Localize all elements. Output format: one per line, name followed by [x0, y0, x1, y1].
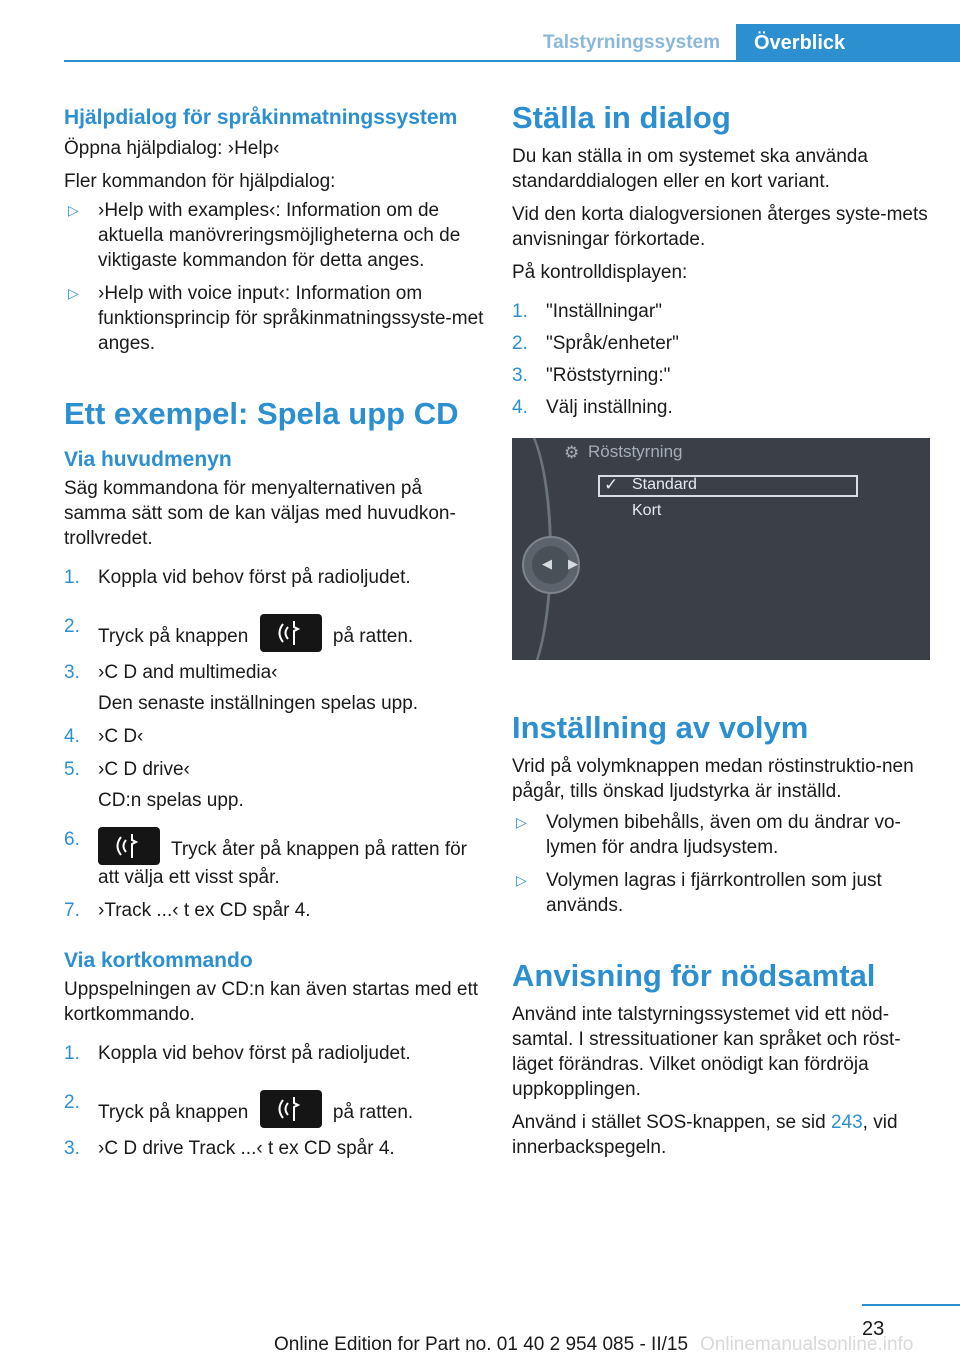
- dialog-paragraph: På kontrolldisplayen:: [512, 262, 688, 283]
- display-screenshot: [512, 438, 930, 660]
- step-text-post: på ratten.: [332, 1102, 414, 1123]
- list-item: [512, 868, 930, 918]
- step-text-post: på ratten.: [332, 626, 414, 647]
- list-item-text: Volymen lagras i fjärrkontrollen som just används.: [546, 870, 882, 916]
- page-number: 23: [862, 1318, 885, 1340]
- volume-list: [512, 810, 930, 918]
- step-number: 2.: [64, 616, 80, 637]
- list-item: [512, 299, 930, 324]
- list-item: [512, 331, 930, 356]
- volume-intro: Vrid på volymknappen medan röstinstruktio‐nen pågår, tills önskad ljudstyrka är inställd.: [512, 756, 914, 802]
- right-column: [512, 100, 930, 1168]
- list-item: [64, 827, 484, 890]
- watermark: Onlinemanualsonline.info: [700, 1334, 914, 1355]
- list-item: [64, 198, 484, 273]
- emergency-text: Använd i stället SOS-knappen, se sid: [512, 1112, 826, 1133]
- step-number: 3.: [64, 1138, 80, 1159]
- step-text: Tryck åter på knappen på ratten för att välja ett visst spår.: [98, 839, 468, 888]
- step-text: ›C D and multimedia‹: [98, 662, 278, 683]
- short-heading: Via kortkommando: [64, 949, 253, 972]
- step-text: Tryck på knappen: [98, 1102, 249, 1123]
- short-intro: Uppspelningen av CD:n kan även startas med ett kortkommando.: [64, 979, 479, 1025]
- list-item: [512, 363, 930, 388]
- dialog-paragraph: Vid den korta dialogversionen återges syste‐mets anvisningar förkortade.: [512, 204, 928, 250]
- page-number-rule: [862, 1304, 960, 1306]
- list-item: [64, 614, 484, 652]
- triangle-bullet-icon: ▷: [516, 872, 527, 888]
- triangle-bullet-icon: ▷: [68, 285, 79, 301]
- footer-edition: Online Edition for Part no. 01 40 2 954 085 - II/15: [273, 1334, 689, 1355]
- example-heading: Ett exempel: Spela upp CD: [64, 396, 459, 431]
- step-text: ›Track ...‹ t ex CD spår 4.: [98, 900, 311, 921]
- emergency-text-post: , vid innerbackspegeln.: [512, 1112, 898, 1158]
- step-number: 5.: [64, 759, 80, 780]
- dialog-heading: Ställa in dialog: [512, 100, 731, 135]
- header-tab-overview: Överblick: [736, 24, 960, 62]
- step-number: 1.: [64, 567, 80, 588]
- list-item: [64, 565, 484, 590]
- dialog-paragraph: Du kan ställa in om systemet ska använda standarddialogen eller en kort variant.: [512, 146, 868, 192]
- voice-button-icon: [260, 614, 322, 652]
- list-item: [64, 660, 484, 716]
- list-item: [64, 757, 484, 813]
- step-text: ›C D drive Track ...‹ t ex CD spår 4.: [98, 1138, 395, 1159]
- arrow-left-icon: ◀: [542, 556, 552, 571]
- list-item: [64, 1041, 484, 1066]
- volume-heading: Inställning av volym: [512, 710, 809, 745]
- list-item: [64, 724, 484, 749]
- step-text: Tryck på knappen: [98, 626, 249, 647]
- menu-steps: [64, 565, 484, 923]
- list-item: [64, 898, 484, 923]
- step-number: 6.: [64, 829, 80, 850]
- step-text: "Språk/enheter": [546, 333, 679, 354]
- emergency-heading: Anvisning för nödsamtal: [512, 958, 876, 993]
- list-item: [512, 395, 930, 420]
- step-number: 7.: [64, 900, 80, 921]
- list-item-text: ›Help with voice input‹: Information om funktionsprincip för språkinmatningssyste‐met anges.: [98, 283, 484, 354]
- step-text: ›C D drive‹: [98, 759, 190, 780]
- menu-heading: Via huvudmenyn: [64, 448, 232, 471]
- help-heading: Hjälpdialog för språkinmatningssystem: [64, 106, 458, 129]
- menu-intro: Säg kommandona för menyalternativen på samma sätt som de kan väljas med huvudkon‐trollvredet.: [64, 478, 456, 549]
- page-link[interactable]: 243: [830, 1112, 863, 1133]
- list-item-text: ›Help with examples‹: Information om de aktuella manövreringsmöjligheterna och de viktigaste kommandon för detta anges.: [98, 200, 461, 271]
- step-number: 3.: [512, 365, 528, 386]
- step-number: 2.: [64, 1092, 80, 1113]
- step-text: "Inställningar": [546, 301, 662, 322]
- voice-button-icon: [98, 827, 160, 865]
- arrow-right-icon: ▶: [568, 556, 578, 571]
- step-text: Koppla vid behov först på radioljudet.: [98, 567, 411, 588]
- emergency-paragraph: Använd inte talstyrningssystemet vid ett nöd‐samtal. I stressituationer kan språket och röst‐läget förändras. Vilket onödigt kan fördröja uppkopplingen.: [512, 1004, 901, 1100]
- header-section-title: Talstyrningssystem: [542, 32, 720, 53]
- list-item: [64, 1090, 484, 1128]
- emergency-paragraph: [512, 1110, 930, 1160]
- header-rule: [64, 60, 960, 62]
- step-number: 4.: [64, 726, 80, 747]
- step-text: Välj inställning.: [546, 397, 673, 418]
- list-item-text: Volymen bibehålls, även om du ändrar vo‐lymen för andra ljudsystem.: [546, 812, 901, 858]
- triangle-bullet-icon: ▷: [516, 814, 527, 830]
- list-item: [512, 810, 930, 860]
- step-text: Koppla vid behov först på radioljudet.: [98, 1043, 411, 1064]
- step-number: 3.: [64, 662, 80, 683]
- gear-icon: ⚙: [564, 443, 580, 462]
- step-subtext: Den senaste inställningen spelas upp.: [98, 693, 419, 714]
- step-number: 1.: [64, 1043, 80, 1064]
- help-open-text: Öppna hjälpdialog: ›Help‹: [64, 138, 280, 159]
- left-column: [64, 100, 484, 1161]
- step-text: "Röststyrning:": [546, 365, 671, 386]
- step-text: ›C D‹: [98, 726, 144, 747]
- help-more-text: Fler kommandon för hjälpdialog:: [64, 171, 336, 192]
- list-item: [64, 281, 484, 356]
- list-item: [64, 1136, 484, 1161]
- step-number: 4.: [512, 397, 528, 418]
- step-subtext: CD:n spelas upp.: [98, 790, 244, 811]
- short-steps: [64, 1041, 484, 1161]
- display-title: Röststyrning: [588, 442, 683, 461]
- voice-button-icon: [260, 1090, 322, 1128]
- display-option-standard: Standard: [632, 476, 697, 493]
- help-list: [64, 198, 484, 356]
- step-number: 2.: [512, 333, 528, 354]
- triangle-bullet-icon: ▷: [68, 202, 79, 218]
- display-option-kort: Kort: [632, 502, 662, 519]
- step-number: 1.: [512, 301, 528, 322]
- check-icon: ✓: [604, 475, 619, 494]
- dialog-steps: [512, 299, 930, 420]
